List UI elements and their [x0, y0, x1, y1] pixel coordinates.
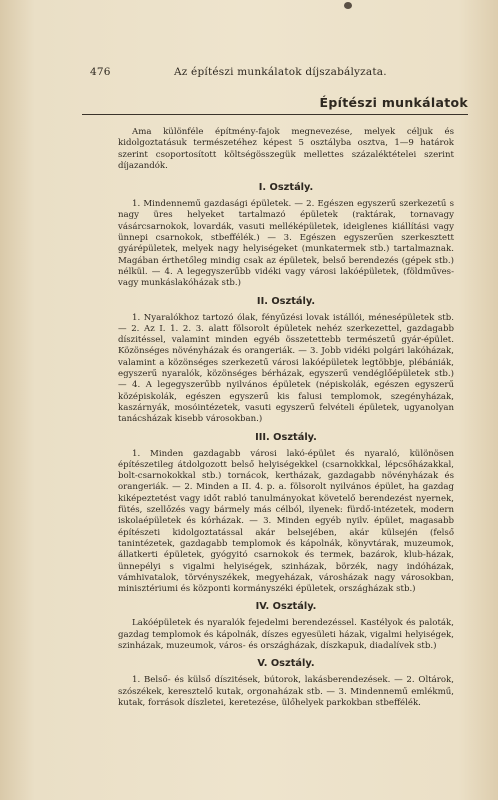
class-text: 1. Minden gazdagabb városi lakó-épület és nyaraló, különösen építészetileg átdolgozott belső helyiségekkel (csarnokkkal, lépcsőházakkal, bolt-csarnokokkal stb.) tornácok, kertházak, gazdagabb növényházak és orangeriák. — 2. Minden a II. 4. p. a. fölsorolt nyilvános épület, ha gazdag kiképeztetést vagy időt rabló tanulmányokat követelő berendezést nyernek, fütés, szellőzés vagy bármely más célból, ilyenek: fürdő-intézetek, modern iskolaépületek és kórházak. — 3. Minden egyéb nyilv. épület, magasabb építészeti kidolgoztatással akár belsejében, akár külsején (felső tanintézetek, gazdagabb templomok és kápolnák, könyvtárak, muzeumok, állatkerti épületek, gyógyitó csarnokok és termek, bazárok, klub-házak, ünnepélyi s vigalmi helyiségek, szinházak, börzék, nagy indóházak, vámhivatalok, törvényszékek, megyeházak, városházak nagy városokban, minisztériumi és központi kormányszéki épületek, országházak stb.) — [118, 448, 454, 595]
ink-spot — [344, 2, 352, 9]
intro-paragraph: Ama különféle építmény-fajok megnevezése, melyek céljuk és kidolgoztatásuk természetéhez képest 5 osztályba osztva, 1—9 határok szerint csoportosított költségösszegük mellettes százaléktételei szerint díjazandók. — [118, 127, 454, 171]
header-rule — [82, 114, 468, 115]
class-heading: I. Osztály. — [258, 182, 314, 194]
class-heading: II. Osztály. — [256, 295, 316, 307]
class-text: 1. Mindennemű gazdasági épületek. — 2. Egészen egyszerű szerkezetű s nagy üres helyeket tartalmazó épületek (raktárak, tornavagy vásárcsarnokok, lovardák, vasuti melléképületek, ideiglenes kiállítási vagy ünnepi csarnokok, stbeffélék.) — 3. Egészen egyszerűen szerkesztett gyárépületek, melyek nagy helyiségeket (munkatermek stb.) tartalmaznak. Magában érthetőleg mindig csak az épületek, belső berendezés (gépek stb.) nélkül. — 4. A legegyszerűbb vidéki vagy városi lakóépületek, (földműves- vagy munkáslakóházak stb.) — [118, 199, 454, 289]
class-section-5 — [118, 658, 454, 709]
class-text: 1. Nyaralókhoz tartozó ólak, fényűzési lovak istállói, ménesépületek stb. — 2. Az I. 1. 2. 3. alatt fölsorolt épületek nehéz szerkezettel, gazdagabb díszitéssel, valamint minden egyéb összetettebb természetű gyár-épület. Közönséges növényházak és orangeriák. — 3. Jobb vidéki polgári lakóházak, valamint a közönséges szerkezetű városi lakóépületek legtöbbje, plébániák, egyszerű nyaralók, közönséges bérházak, egyszerű vendéglőépületek stb.) — 4. A legegyszerűbb nyilvános épületek (népiskolák, egészen egyszerű középiskolák, egészen egyszerű kis falusi templomok, szegényházak, kaszárnyák, mosóintézetek, vasuti egyszerű felvételi épületek, ugyanolyan tanácsházak kisebb városokban.) — [118, 312, 454, 425]
page-content — [118, 127, 454, 715]
class-section-2 — [118, 296, 454, 426]
class-section-1 — [118, 182, 454, 289]
class-heading: IV. Osztály. — [255, 601, 317, 613]
page-number: 476 — [90, 66, 111, 78]
class-text: 1. Belső- és külső díszitések, bútorok, lakásberendezések. — 2. Oltárok, szószékek, keresztelő kutak, orgonaházak stb. — 3. Mindennemű emlékmű, kutak, források díszletei, keretezése, ülőhelyek parkokban stbeffélék. — [118, 675, 454, 708]
class-heading: III. Osztály. — [255, 431, 317, 443]
class-text: Lakóépületek és nyaralók fejedelmi berendezéssel. Kastélyok és paloták, gazdag templomok és kápolnák, díszes egyesületi házak, vigalmi helyiségek, szinházak, muzeumok, város- és országházak, díszkapuk, diadalívek stb.) — [118, 618, 454, 651]
class-section-3 — [118, 432, 454, 596]
running-title: Az építészi munkálatok díjszabályzata. — [174, 66, 387, 78]
class-section-4 — [118, 601, 454, 652]
class-heading: V. Osztály. — [257, 658, 315, 670]
section-title: Építészi munkálatok — [319, 95, 468, 110]
